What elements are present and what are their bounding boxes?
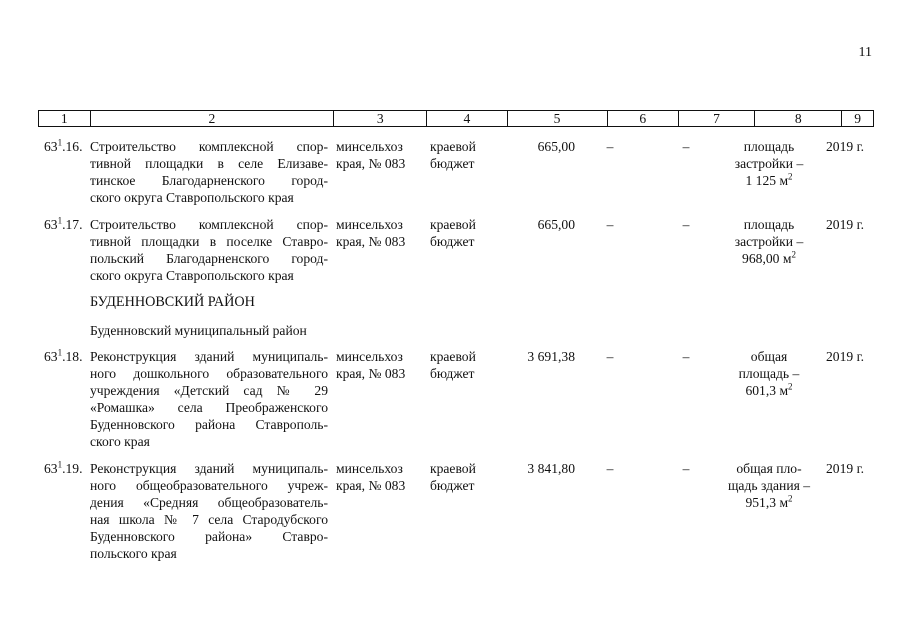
- funding-source: краевой бюджет: [430, 139, 476, 171]
- executor: минсельхоз края, № 083: [336, 349, 406, 381]
- col7-value: –: [682, 349, 690, 364]
- row-number: $63^1.17$.: [44, 215, 83, 232]
- amount: 3 691,38: [527, 349, 575, 364]
- col7-value: –: [682, 139, 690, 154]
- executor: минсельхоз края, № 083: [336, 139, 406, 171]
- district-heading: БУДЕННОВСКИЙ РАЙОН: [90, 294, 255, 310]
- header-col-1: 1: [39, 111, 91, 126]
- col6-value: –: [606, 217, 614, 232]
- col6-value: –: [606, 461, 614, 476]
- row-number: $63^1.19$.: [44, 459, 83, 476]
- amount: 665,00: [537, 217, 575, 232]
- amount: 665,00: [537, 139, 575, 154]
- page-number: 11: [858, 45, 872, 60]
- municipal-heading: Буденновский муниципальный район: [90, 323, 307, 338]
- row-number: $63^1.16$.: [44, 137, 83, 154]
- object-name: Строительство комплексной спор- тивной площадки в селе Елизаве- тинское Благодарненского город- ского округа Ставропольского края: [90, 139, 328, 205]
- header-col-4: 4: [427, 111, 507, 126]
- result-indicator: общая площадь – 601,3 $м^2$: [738, 349, 800, 398]
- col7-value: –: [682, 461, 690, 476]
- header-col-3: 3: [334, 111, 427, 126]
- result-indicator: площадь застройки – 968,00 $м^2$: [734, 217, 804, 266]
- executor: минсельхоз края, № 083: [336, 217, 406, 249]
- amount: 3 841,80: [527, 461, 575, 476]
- object-name: Реконструкция зданий муниципаль- ного общеобразовательного учреж- дения «Средняя общеобразователь- ная школа № 7 села Стародубского Буденновского района» Ставро- польского края: [90, 461, 328, 561]
- row-number: $63^1.18$.: [44, 347, 83, 364]
- funding-source: краевой бюджет: [430, 217, 476, 249]
- object-name: Строительство комплексной спор- тивной площадки в поселке Ставро- польский Благодарненского город- ского округа Ставропольского края: [90, 217, 328, 283]
- funding-source: краевой бюджет: [430, 349, 476, 381]
- year: 2019 г.: [825, 461, 865, 476]
- result-indicator: общая пло- щадь здания – 951,3 $м^2$: [727, 461, 811, 510]
- table-header: [38, 110, 874, 127]
- header-col-8: 8: [755, 111, 842, 126]
- year: 2019 г.: [825, 349, 865, 364]
- col6-value: –: [606, 139, 614, 154]
- header-col-2: 2: [91, 111, 335, 126]
- funding-source: краевой бюджет: [430, 461, 476, 493]
- col7-value: –: [682, 217, 690, 232]
- object-name: Реконструкция зданий муниципаль- ного дошкольного образовательного учреждения «Детский сад № 29 «Ромашка» села Преображенского Буденновского района Ставрополь- ского края: [90, 349, 328, 449]
- header-col-5: 5: [508, 111, 608, 126]
- col6-value: –: [606, 349, 614, 364]
- executor: минсельхоз края, № 083: [336, 461, 406, 493]
- result-indicator: площадь застройки – 1 125 $м^2$: [734, 139, 804, 188]
- header-col-6: 6: [608, 111, 679, 126]
- header-col-7: 7: [679, 111, 755, 126]
- header-col-9: 9: [854, 111, 862, 126]
- year: 2019 г.: [825, 217, 865, 232]
- year: 2019 г.: [825, 139, 865, 154]
